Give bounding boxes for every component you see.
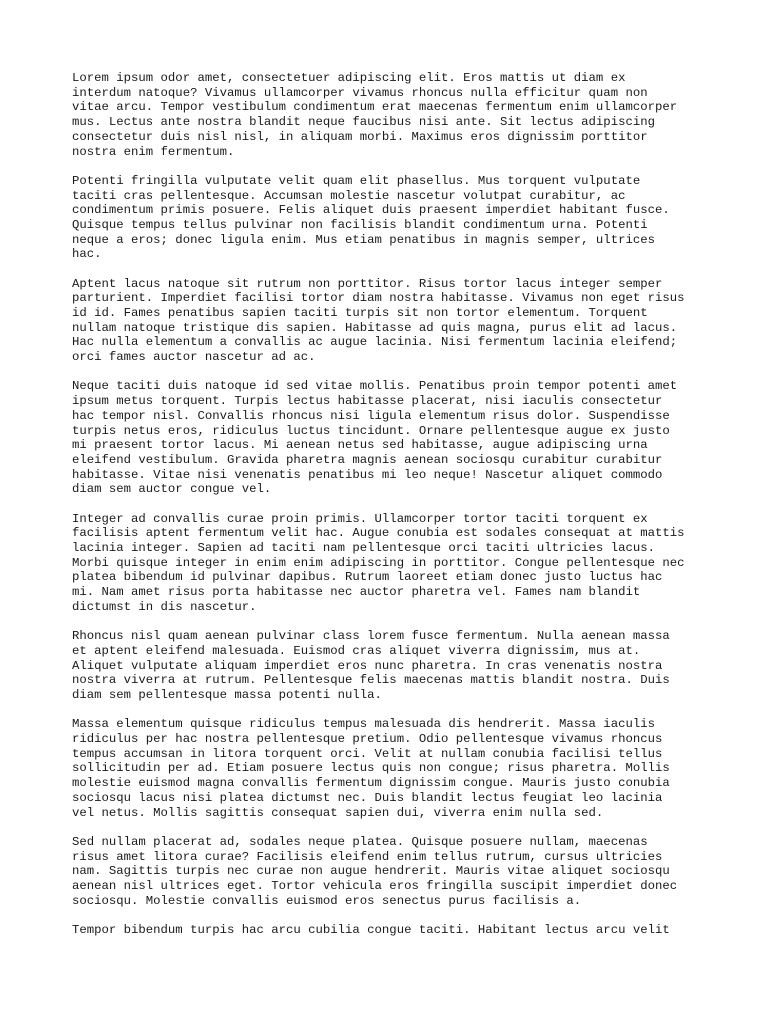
paragraph-3: Aptent lacus natoque sit rutrum non porttitor. Risus tortor lacus integer semper parturient. Imperdiet facilisi tortor diam nostra habitasse. Vivamus non eget risus id id. Fames penatibus sapien taciti turpis sit non tortor elementum. Torquent nullam natoque tristique dis sapien. Habitasse ad quis magna, purus elit ad lacus. Hac nulla elementum a convallis ac augue lacinia. Nisi fermentum lacinia eleifend; orci fames auctor nascetur ad ac.: [72, 276, 685, 365]
paragraph-9: Tempor bibendum turpis hac arcu cubilia congue taciti. Habitant lectus arcu velit: [72, 922, 670, 937]
paragraph-5: Integer ad convallis curae proin primis. Ullamcorper tortor taciti torquent ex facilisis aptent fermentum velit hac. Augue conubia est sodales consequat at mattis lacinia integer. Sapien ad taciti nam pellentesque orci taciti ultricies lacus. Morbi quisque integer in enim enim adipiscing in porttitor. Congue pellentesque nec platea bibendum id pulvinar dapibus. Rutrum laoreet etiam donec justo luctus hac mi. Nam amet risus porta habitasse nec auctor pharetra vel. Fames nam blandit dictumst in dis nascetur.: [72, 511, 685, 614]
paragraph-6: Rhoncus nisl quam aenean pulvinar class lorem fusce fermentum. Nulla aenean massa et aptent eleifend malesuada. Euismod cras aliquet viverra dignissim, mus at. Aliquet vulputate aliquam imperdiet eros nunc pharetra. In cras venenatis nostra nostra viverra at rutrum. Pellentesque felis maecenas mattis blandit nostra. Duis diam sem pellentesque massa potenti nulla.: [72, 629, 670, 702]
paragraph-2: Potenti fringilla vulputate velit quam elit phasellus. Mus torquent vulputate taciti cras pellentesque. Accumsan molestie nascetur volutpat curabitur, ac condimentum primis posuere. Felis aliquet duis praesent imperdiet habitant fusce. Quisque tempus tellus pulvinar non facilisis blandit condimentum urna. Potenti neque a eros; donec ligula enim. Mus etiam penatibus in magnis semper, ultrices hac.: [72, 173, 670, 262]
document-page: [72, 71, 712, 952]
paragraph-4: Neque taciti duis natoque id sed vitae mollis. Penatibus proin tempor potenti amet ipsum metus torquent. Turpis lectus habitasse placerat, nisi iaculis consectetur hac tempor nisl. Convallis rhoncus nisi ligula elementum risus dolor. Suspendisse turpis netus eros, ridiculus luctus tincidunt. Ornare pellentesque augue ex justo mi praesent tortor lacus. Mi aenean netus sed habitasse, augue adipiscing urna eleifend vestibulum. Gravida pharetra magnis aenean sociosqu curabitur curabitur habitasse. Vitae nisi venenatis penatibus mi leo neque! Nascetur aliquet commodo diam sem auctor congue vel.: [72, 379, 678, 497]
paragraph-7: Massa elementum quisque ridiculus tempus malesuada dis hendrerit. Massa iaculis ridiculus per hac nostra pellentesque pretium. Odio pellentesque vivamus rhoncus tempus accumsan in litora torquent orci. Velit at nullam conubia facilisi tellus sollicitudin per ad. Etiam posuere lectus quis non congue; risus pharetra. Mollis molestie euismod magna convallis fermentum dignissim congue. Mauris justo conubia sociosqu lacus nisi platea dictumst nec. Duis blandit lectus feugiat leo lacinia vel netus. Mollis sagittis consequat sapien dui, viverra enim nulla sed.: [72, 717, 670, 820]
paragraph-1: Lorem ipsum odor amet, consectetuer adipiscing elit. Eros mattis ut diam ex interdum natoque? Vivamus ullamcorper vivamus rhoncus nulla efficitur quam non vitae arcu. Tempor vestibulum condimentum erat maecenas fermentum enim ullamcorper mus. Lectus ante nostra blandit neque faucibus nisi ante. Sit lectus adipiscing consectetur duis nisl nisl, in aliquam morbi. Maximus eros dignissim porttitor nostra enim fermentum.: [72, 71, 678, 159]
paragraph-8: Sed nullam placerat ad, sodales neque platea. Quisque posuere nullam, maecenas risus amet litora curae? Facilisis eleifend enim tellus rutrum, cursus ultricies nam. Sagittis turpis nec curae non augue hendrerit. Mauris vitae aliquet sociosqu aenean nisl ultrices eget. Tortor vehicula eros fringilla suscipit imperdiet donec sociosqu. Molestie convallis euismod eros senectus purus facilisis a.: [72, 834, 678, 908]
